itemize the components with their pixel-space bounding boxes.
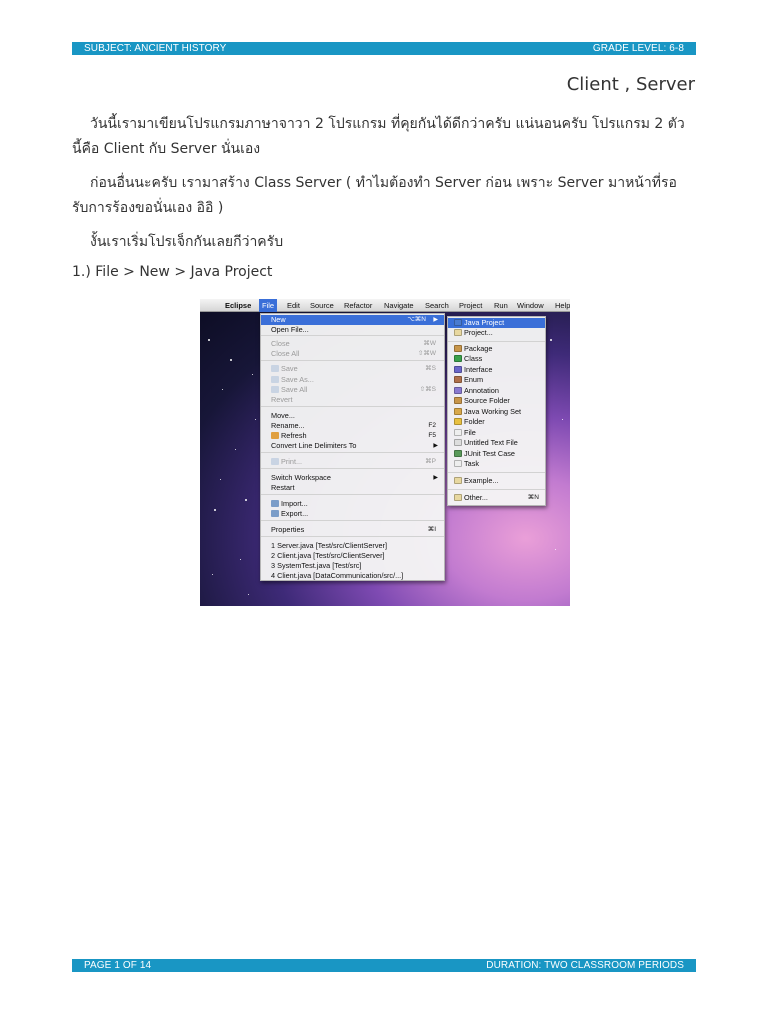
menu-separator bbox=[261, 406, 444, 407]
annotation-icon bbox=[454, 387, 462, 394]
menu-item-label: Java Working Set bbox=[464, 407, 522, 416]
menu-item-label: Example... bbox=[464, 476, 499, 485]
menu-item-label: Interface bbox=[464, 365, 493, 374]
menu-item-label: Print... bbox=[281, 457, 303, 466]
menu-item-label: Annotation bbox=[464, 386, 499, 395]
star bbox=[230, 359, 232, 361]
file-menu bbox=[260, 313, 445, 581]
menu-item-label: Folder bbox=[464, 417, 485, 426]
file-menu-item-refresh[interactable] bbox=[261, 431, 444, 441]
star bbox=[212, 574, 213, 575]
submenu-arrow-icon: ▶ bbox=[433, 317, 438, 323]
file-menu-item-move[interactable] bbox=[261, 411, 444, 421]
print-icon bbox=[271, 458, 279, 465]
new-menu-item-untitled-text-file[interactable] bbox=[448, 438, 545, 448]
menubar-file[interactable]: File bbox=[259, 299, 277, 312]
menubar-refactor[interactable]: Refactor bbox=[344, 301, 373, 310]
menu-item-label: Class bbox=[464, 354, 483, 363]
star bbox=[255, 419, 256, 420]
file-menu-item-rename[interactable] bbox=[261, 421, 444, 431]
shortcut-label: F5 bbox=[428, 432, 436, 439]
mac-menubar bbox=[200, 299, 570, 312]
new-menu-item-interface[interactable] bbox=[448, 365, 545, 375]
shortcut-label: ⌥⌘N bbox=[407, 316, 426, 323]
file-menu-item-open-file[interactable] bbox=[261, 325, 444, 335]
menu-item-label: Task bbox=[464, 459, 480, 468]
package-icon bbox=[454, 345, 462, 352]
menu-separator bbox=[261, 360, 444, 361]
java-project-icon bbox=[454, 319, 462, 326]
file-menu-item-3-systemtest-java-test-src[interactable] bbox=[261, 561, 444, 571]
star bbox=[550, 339, 552, 341]
menu-item-label: Enum bbox=[464, 375, 484, 384]
menu-separator bbox=[261, 468, 444, 469]
export-icon bbox=[271, 510, 279, 517]
menu-item-label: Move... bbox=[271, 411, 295, 420]
paragraph-server: ก่อนอื่นนะครับ เรามาสร้าง Class Server ( ทำไมต้องทำ Server ก่อน เพราะ Server มาหน้าที่รอ รับการร้องขอนั่นเอง อิอิ ) bbox=[72, 175, 677, 216]
new-menu-item-enum[interactable] bbox=[448, 375, 545, 385]
menu-item-label: Revert bbox=[271, 395, 293, 404]
menubar-source[interactable]: Source bbox=[310, 301, 334, 310]
header-bar bbox=[72, 42, 696, 55]
menu-item-label: Switch Workspace bbox=[271, 473, 331, 482]
duration-label: DURATION: TWO CLASSROOM PERIODS bbox=[486, 960, 684, 971]
interface-icon bbox=[454, 366, 462, 373]
file-menu-item-close[interactable] bbox=[261, 339, 444, 349]
menu-item-label: 3 SystemTest.java [Test/src] bbox=[271, 561, 362, 570]
save-all-icon bbox=[271, 386, 279, 393]
new-menu-item-example[interactable] bbox=[448, 476, 545, 486]
menubar-eclipse[interactable]: Eclipse bbox=[225, 301, 252, 310]
enum-icon bbox=[454, 376, 462, 383]
submenu-arrow-icon: ▶ bbox=[433, 443, 438, 449]
shortcut-label: ⌘N bbox=[527, 494, 539, 501]
menu-item-label: Refresh bbox=[281, 431, 307, 440]
menu-separator bbox=[448, 341, 545, 342]
menu-item-label: Save All bbox=[281, 385, 308, 394]
star bbox=[235, 449, 236, 450]
menubar-help[interactable]: Help bbox=[555, 301, 570, 310]
new-menu-item-annotation[interactable] bbox=[448, 386, 545, 396]
save-icon bbox=[271, 365, 279, 372]
shortcut-label: ⌘S bbox=[425, 365, 436, 372]
shortcut-label: ⌘I bbox=[427, 526, 436, 533]
menu-item-label: Properties bbox=[271, 525, 305, 534]
class-icon bbox=[454, 355, 462, 362]
star bbox=[248, 594, 249, 595]
file-menu-item-convert-line-delimiters-to[interactable] bbox=[261, 441, 444, 451]
file-menu-item-save[interactable] bbox=[261, 364, 444, 374]
shortcut-label: ⇧⌘S bbox=[419, 386, 436, 393]
file-menu-item-properties[interactable] bbox=[261, 525, 444, 535]
file-menu-item-switch-workspace[interactable] bbox=[261, 473, 444, 483]
eclipse-screenshot bbox=[200, 299, 570, 606]
menu-item-label: Save bbox=[281, 364, 298, 373]
file-menu-item-revert[interactable] bbox=[261, 395, 444, 405]
star bbox=[240, 559, 241, 560]
menu-item-label: Rename... bbox=[271, 421, 305, 430]
star bbox=[252, 374, 253, 375]
new-menu-item-class[interactable] bbox=[448, 354, 545, 364]
file-menu-item-save-all[interactable] bbox=[261, 385, 444, 395]
menubar-search[interactable]: Search bbox=[425, 301, 449, 310]
menu-item-label: Project... bbox=[464, 328, 493, 337]
menu-item-label: Open File... bbox=[271, 325, 309, 334]
new-menu-item-source-folder[interactable] bbox=[448, 396, 545, 406]
other-icon bbox=[454, 494, 462, 501]
menu-item-label: 2 Client.java [Test/src/ClientServer] bbox=[271, 551, 385, 560]
file-menu-item-import[interactable] bbox=[261, 499, 444, 509]
menu-item-label: Save As... bbox=[281, 375, 314, 384]
page-title: Client , Server bbox=[566, 74, 695, 95]
new-menu-item-project[interactable] bbox=[448, 328, 545, 338]
task-icon bbox=[454, 460, 462, 467]
star bbox=[245, 499, 247, 501]
new-menu-item-junit-test-case[interactable] bbox=[448, 449, 545, 459]
paragraph-start: งั้นเราเริ่มโปรเจ็กกันเลยกีว่าครับ bbox=[90, 234, 284, 250]
new-menu-item-package[interactable] bbox=[448, 344, 545, 354]
paragraph-intro: วันนี้เรามาเขียนโปรแกรมภาษาจาวา 2 โปรแกรม ที่คุยกันได้ดีกว่าครับ แน่นอนครับ โปรแกรม 2 ตัว นี้คือ Client กับ Server นั่นเอง bbox=[72, 116, 685, 157]
menu-separator bbox=[261, 335, 444, 336]
menu-item-label: JUnit Test Case bbox=[464, 449, 515, 458]
menu-separator bbox=[261, 452, 444, 453]
new-submenu bbox=[447, 316, 546, 506]
menu-item-label: Source Folder bbox=[464, 396, 510, 405]
menu-item-label: Package bbox=[464, 344, 493, 353]
save-as-icon bbox=[271, 376, 279, 383]
menu-item-label: Restart bbox=[271, 483, 295, 492]
java-working-set-icon bbox=[454, 408, 462, 415]
file-menu-item-close-all[interactable] bbox=[261, 349, 444, 359]
star bbox=[208, 339, 210, 341]
menu-item-label: File bbox=[464, 428, 476, 437]
menu-separator bbox=[448, 489, 545, 490]
menubar-run[interactable]: Run bbox=[494, 301, 508, 310]
file-menu-item-4-client-java-datacommunication-src[interactable] bbox=[261, 571, 444, 581]
footer-bar bbox=[72, 959, 696, 972]
file-menu-item-save-as[interactable] bbox=[261, 375, 444, 385]
new-menu-item-java-working-set[interactable] bbox=[448, 407, 545, 417]
page-number: PAGE 1 OF 14 bbox=[84, 960, 152, 971]
folder-icon bbox=[454, 418, 462, 425]
new-menu-item-other[interactable] bbox=[448, 493, 545, 503]
star bbox=[214, 509, 216, 511]
menu-item-label: Export... bbox=[281, 509, 309, 518]
menubar-project[interactable]: Project bbox=[459, 301, 483, 310]
menu-item-label: Close All bbox=[271, 349, 300, 358]
project-icon bbox=[454, 329, 462, 336]
file-menu-item-new[interactable] bbox=[261, 315, 444, 325]
star bbox=[220, 479, 221, 480]
shortcut-label: F2 bbox=[428, 422, 436, 429]
new-menu-item-java-project[interactable] bbox=[448, 318, 545, 328]
junit-test-case-icon bbox=[454, 450, 462, 457]
menu-item-label: New bbox=[271, 315, 286, 324]
menubar-edit[interactable]: Edit bbox=[287, 301, 300, 310]
star bbox=[222, 389, 223, 390]
file-menu-item-1-server-java-test-src-clientserver[interactable] bbox=[261, 541, 444, 551]
menu-item-label: Close bbox=[271, 339, 290, 348]
new-menu-item-folder[interactable] bbox=[448, 417, 545, 427]
menu-item-label: 4 Client.java [DataCommunication/src/...] bbox=[271, 571, 404, 580]
star bbox=[562, 419, 563, 420]
refresh-icon bbox=[271, 432, 279, 439]
menubar-window[interactable]: Window bbox=[517, 301, 544, 310]
menu-separator bbox=[261, 494, 444, 495]
file-menu-item-print[interactable] bbox=[261, 457, 444, 467]
file-icon bbox=[454, 429, 462, 436]
new-menu-item-task[interactable] bbox=[448, 459, 545, 469]
shortcut-label: ⌘P bbox=[425, 458, 436, 465]
grade-level-label: GRADE LEVEL: 6-8 bbox=[592, 43, 684, 54]
subject-label: SUBJECT: ANCIENT HISTORY bbox=[84, 43, 227, 54]
step-1-label: 1.) File > New > Java Project bbox=[72, 264, 273, 280]
menubar-navigate[interactable]: Navigate bbox=[384, 301, 414, 310]
shortcut-label: ⌘W bbox=[423, 340, 436, 347]
file-menu-item-2-client-java-test-src-clientserver[interactable] bbox=[261, 551, 444, 561]
shortcut-label: ⇧⌘W bbox=[417, 350, 436, 357]
menu-item-label: Convert Line Delimiters To bbox=[271, 441, 357, 450]
menu-item-label: Import... bbox=[281, 499, 308, 508]
source-folder-icon bbox=[454, 397, 462, 404]
new-menu-item-file[interactable] bbox=[448, 428, 545, 438]
untitled-text-file-icon bbox=[454, 439, 462, 446]
import-icon bbox=[271, 500, 279, 507]
submenu-arrow-icon: ▶ bbox=[433, 475, 438, 481]
menu-separator bbox=[261, 520, 444, 521]
star bbox=[555, 549, 556, 550]
file-menu-item-export[interactable] bbox=[261, 509, 444, 519]
menu-separator bbox=[448, 472, 545, 473]
menu-item-label: Other... bbox=[464, 493, 488, 502]
file-menu-item-restart[interactable] bbox=[261, 483, 444, 493]
menu-item-label: Java Project bbox=[464, 318, 505, 327]
menu-item-label: 1 Server.java [Test/src/ClientServer] bbox=[271, 541, 387, 550]
example-icon bbox=[454, 477, 462, 484]
menu-item-label: Untitled Text File bbox=[464, 438, 518, 447]
menu-separator bbox=[261, 536, 444, 537]
